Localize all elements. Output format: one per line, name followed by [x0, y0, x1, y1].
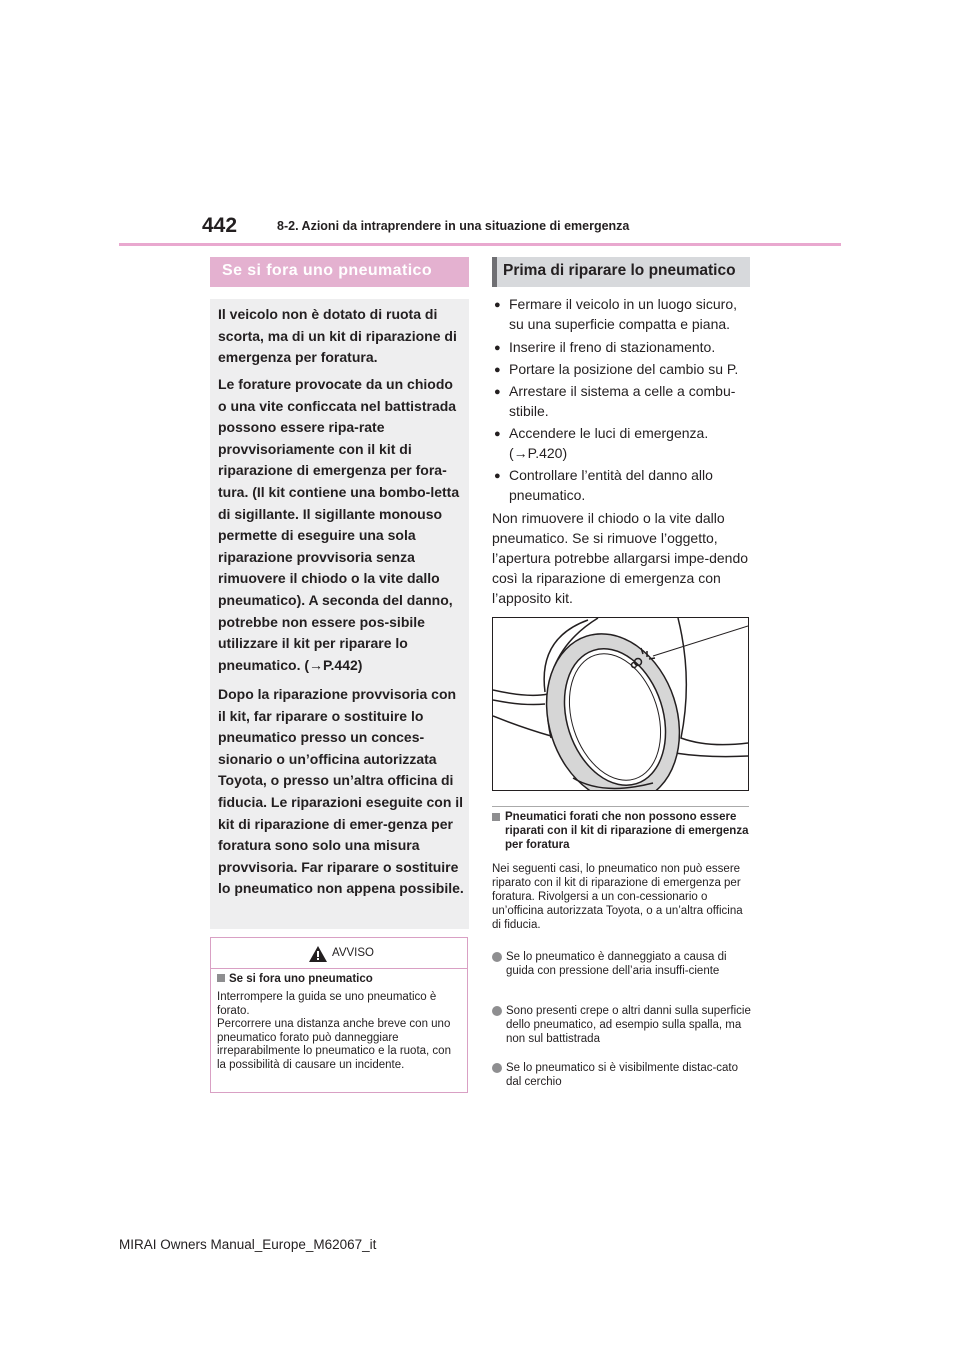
- section-heading-bar: [492, 257, 497, 287]
- section-heading-flat-tire: [210, 257, 469, 287]
- footer-text: MIRAI Owners Manual_Europe_M62067_it: [119, 1237, 377, 1252]
- list-item-text: Portare la posizione del cambio su P.: [509, 361, 739, 377]
- intro-paragraph: Il veicolo non è dotato di ruota di scorta, ma di un kit di riparazione di emergenza per foratura.: [218, 306, 457, 366]
- list-item-text: Inserire il freno di stazionamento.: [509, 339, 716, 355]
- bullet-dot-icon: ●: [494, 428, 501, 440]
- section-heading-label: Prima di riparare lo pneumatico: [503, 262, 736, 279]
- note-text: Nei seguenti casi, lo pneumatico non può essere riparato con il kit di riparazione di emergenza per foratura. Rivolgersi a un con-cessionario o un’officina autorizzata Toyota, o a un’altra officina di fiducia.: [492, 863, 743, 931]
- header-divider: [119, 243, 841, 246]
- square-bullet-icon: [217, 974, 225, 982]
- tire-illustration: [492, 617, 749, 791]
- tire-drawing: [493, 618, 748, 790]
- list-item-text: Se lo pneumatico è danneggiato a causa di guida con pressione dell’aria insuffi-ciente: [506, 951, 727, 977]
- warning-divider: [211, 968, 467, 969]
- list-item-text: Arrestare il sistema a celle a combu-stibile.: [509, 383, 736, 419]
- intro-paragraph: Dopo la riparazione provvisoria con il kit, far riparare o sostituire lo pneumatico presso un conces-sionario o un’officina autorizzata Toyota, o presso un’altra officina di fiducia. Le riparazioni eseguite con il kit di riparazione di emer-genza per foratura sono solo una misura provvisoria. Far riparare o sostituire lo pneumatico non appena possibile.: [218, 686, 464, 897]
- list-item-text: Fermare il veicolo in un luogo sicuro, su una superficie compatta e piana.: [509, 296, 737, 332]
- bullet-dot-icon: ●: [494, 342, 501, 354]
- bullet-dot-icon: [492, 952, 502, 962]
- note-title: Pneumatici forati che non possono essere riparati con il kit di riparazione di emergenza per foratura: [505, 811, 749, 851]
- list-item-text: Accendere le luci di emergenza. (→P.420): [509, 425, 709, 461]
- bullet-dot-icon: ●: [494, 364, 501, 376]
- page-number: 442: [202, 214, 238, 237]
- list-item-text: Controllare l’entità del danno allo pneumatico.: [509, 467, 713, 503]
- warning-label: AVVISO: [332, 947, 374, 959]
- square-bullet-icon: [492, 813, 500, 821]
- warning-box: [210, 937, 468, 1093]
- warning-text: Interrompere la guida se uno pneumatico è forato. Percorrere una distanza anche breve con uno pneumatico forato può danneggiare irreparabilmente lo pneumatico e la ruota, con la possibilità di causare un incidente.: [217, 991, 451, 1071]
- bullet-dot-icon: [492, 1006, 502, 1016]
- bullet-dot-icon: ●: [494, 386, 501, 398]
- warning-title-text: Se si fora uno pneumatico: [229, 973, 373, 985]
- warning-triangle-icon: [309, 946, 327, 962]
- section-heading-before-repair: [492, 257, 750, 287]
- bullet-dot-icon: ●: [494, 299, 501, 311]
- list-item-text: Se lo pneumatico si è visibilmente distac-cato dal cerchio: [506, 1062, 739, 1088]
- intro-paragraph: Le forature provocate da un chiodo o una vite conficcata nel battistrada possono essere ripa-rate provvisoriamente con il kit di riparazione di emergenza per fora-tura. (Il kit contiene una bombo-letta di sigillante. Il sigillante monouso permette di eseguire una sola riparazione provvisoria senza rimuovere il chiodo o la vite dallo pneumatico). A seconda del danno, potrebbe non essere pos-sibile utilizzare il kit per riparare lo pneumatico. (→P.442): [218, 376, 460, 673]
- warning-title: [217, 973, 373, 985]
- body-paragraph: Non rimuovere il chiodo o la vite dallo pneumatico. Se si rimuove l’oggetto, l’apertura potrebbe allargarsi impe-dendo così la riparazione di emergenza con l’apposito kit.: [492, 510, 749, 606]
- chapter-title: 8-2. Azioni da intraprendere in una situazione di emergenza: [277, 219, 630, 233]
- bullet-dot-icon: [492, 1063, 502, 1073]
- intro-box: [210, 299, 469, 929]
- list-item-text: Sono presenti crepe o altri danni sulla superficie dello pneumatico, ad esempio sulla spalla, ma non sul battistrada: [506, 1005, 751, 1045]
- section-heading-label: Se si fora uno pneumatico: [222, 262, 433, 279]
- bullet-dot-icon: ●: [494, 470, 501, 482]
- figure-divider: [492, 806, 749, 807]
